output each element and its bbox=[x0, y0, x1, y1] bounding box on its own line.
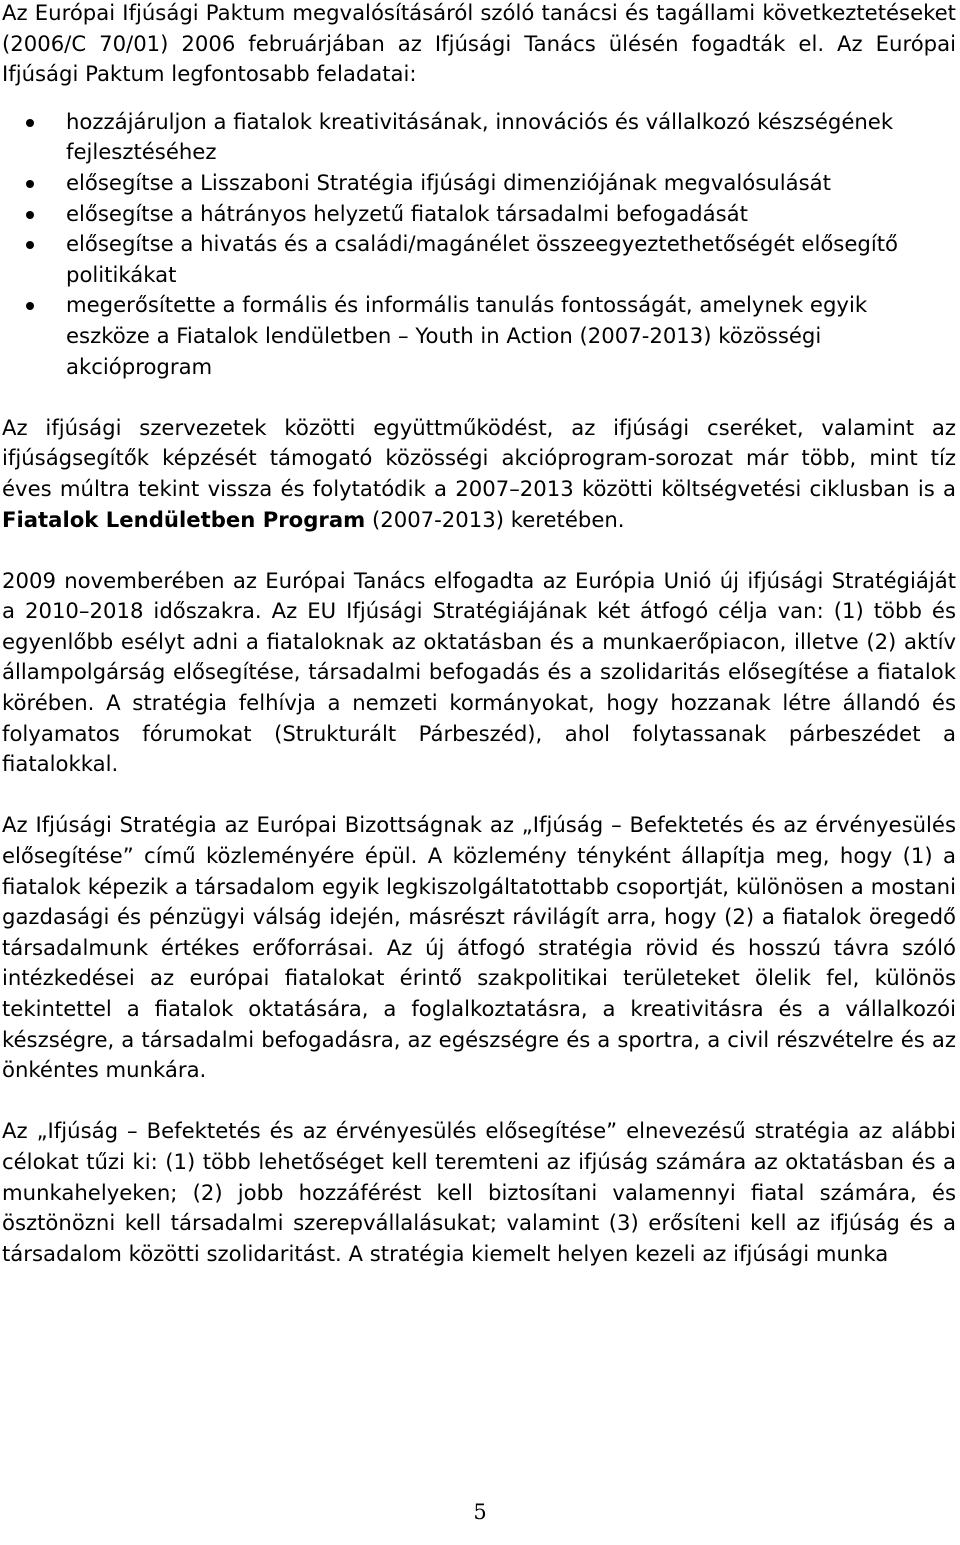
paragraph-commission: Az Ifjúsági Stratégia az Európai Bizottságnak az „Ifjúság – Befektetés és az érvényesülés elősegítése” című közleményére épül. A közlemény tényként állapítja meg, hogy (1) a fiatalok képezik a társadalom egyik legkiszolgáltatottabb csoportját, különösen a mostani gazdasági és pénzügyi válság idején, másrészt rávilágít arra, hogy (2) a fiatalok öregedő társadalmunk értékes erőforrásai. Az új átfogó stratégia rövid és hosszú távra szóló intézkedései az európai fiatalokat érintő szakpolitikai területeket ölelik fel, különös tekintettel a fiatalok oktatására, a foglalkoztatásra, a kreativitásra és a vállalkozói készségre, a társadalmi befogadásra, az egészségre és a sportra, a civil részvételre és az önkéntes munkára. bbox=[2, 812, 956, 1083]
list-item bbox=[2, 107, 956, 168]
paragraph-intro: Az Európai Ifjúsági Paktum megvalósításáról szóló tanácsi és tagállami következtetéseket (2006/C 70/01) 2006 februárjában az Ifjúsági Tanács ülésén fogadták el. Az Európai Ifjúsági Paktum legfontosabb feladatai: bbox=[2, 0, 956, 87]
bullet-icon bbox=[26, 302, 34, 310]
paragraph-program-text: Az ifjúsági szervezetek közötti együttműködést, az ifjúsági cseréket, valamint az ifjúságsegítők képzését támogató közösségi akcióprogram-sorozat már több, mint tíz éves múltra tekint vissza és folytatódik a 2007–2013 közötti költségvetési ciklusban is a bbox=[2, 414, 956, 501]
list-item bbox=[2, 229, 956, 290]
bullet-icon bbox=[26, 241, 34, 249]
paragraph-objectives: Az „Ifjúság – Befektetés és az érvényesülés elősegítése” elnevezésű stratégia az alábbi célokat tűzi ki: (1) több lehetőséget kell teremteni az ifjúság számára az oktatásban és a munkahelyeken; (2) jobb hozzáférést kell biztosítani valamennyi fiatal számára, és ösztönözni kell társadalmi szerepvállalásukat; valamint (3) erősíteni kell az ifjúság és a társadalom közötti szolidaritást. A stratégia kiemelt helyen kezeli az ifjúsági munka bbox=[2, 1118, 956, 1266]
paragraph-eu-strategy: 2009 novemberében az Európai Tanács elfogadta az Európia Unió új ifjúsági Stratégiáját a 2010–2018 időszakra. Az EU Ifjúsági Stratégiájának két átfogó célja van: (1) több és egyenlőbb esélyt adni a fiataloknak az oktatásban és a munkaerőpiacon, illetve (2) aktív állampolgárság elősegítése, társadalmi befogadás és a szolidaritás elősegítése a fiatalok körében. A stratégia felhívja a nemzeti kormányokat, hogy hozzanak létre állandó és folyamatos fórumokat (Strukturált Párbeszéd), ahol folytassanak párbeszédet a fiatalokkal. bbox=[2, 567, 956, 777]
paragraph-program bbox=[2, 413, 956, 535]
list-item-text: elősegítse a hivatás és a családi/magánélet összeegyeztethetőségét elősegítő politikákat bbox=[66, 231, 898, 287]
bullet-icon bbox=[26, 119, 34, 127]
page-number: 5 bbox=[473, 1500, 487, 1524]
bullet-icon bbox=[26, 211, 34, 219]
list-item bbox=[2, 168, 956, 199]
bullet-icon bbox=[26, 180, 34, 188]
paragraph-program-tail: (2007-2013) keretében. bbox=[365, 506, 625, 532]
list-item bbox=[2, 199, 956, 230]
bullet-list bbox=[2, 107, 956, 382]
program-name: Fiatalok Lendületben Program bbox=[2, 506, 366, 532]
list-item-text: hozzájáruljon a fiatalok kreativitásának, innovációs és vállalkozó készségének fejlesztéséhez bbox=[66, 108, 894, 165]
list-item-text: elősegítse a Lisszaboni Stratégia ifjúsági dimenziójának megvalósulását bbox=[66, 169, 831, 195]
list-item bbox=[2, 290, 956, 382]
list-item-text: megerősítette a formális és informális tanulás fontosságát, amelynek egyik eszköze a Fiatalok lendületben – Youth in Action (2007-2013) közösségi akcióprogram bbox=[66, 292, 868, 379]
list-item-text: elősegítse a hátrányos helyzetű fiatalok társadalmi befogadását bbox=[66, 200, 748, 226]
